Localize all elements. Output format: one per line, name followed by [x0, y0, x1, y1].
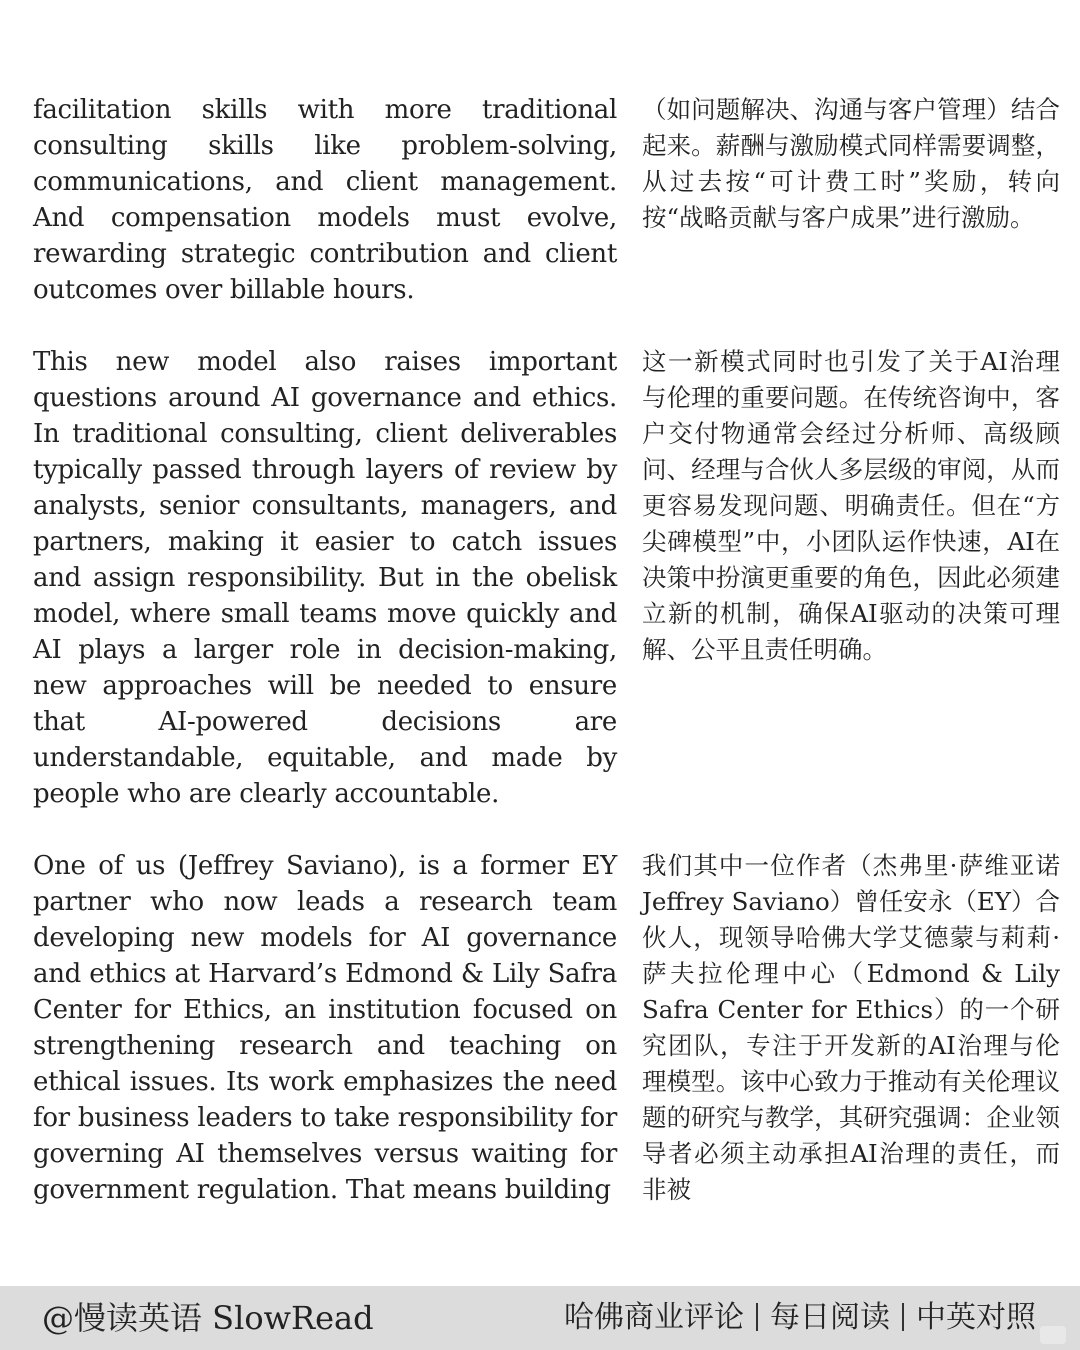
watermark-icon	[1040, 1326, 1066, 1344]
footer-bar	[0, 1286, 1080, 1350]
footer-separator	[756, 1303, 758, 1331]
footer-separator	[902, 1303, 904, 1331]
chinese-paragraph-3: 我们其中一位作者（杰弗里·萨维亚诺 Jeffrey Saviano）曾任安永（EY）合伙人，现领导哈佛大学艾德蒙与莉莉·萨夫拉伦理中心（Edmond & Lily Safra Center for Ethics）的一个研究团队，专注于开发新的AI治理与伦理模型。该中心致力于推动有关伦理议题的研究与教学，其研究强调：企业领导者必须主动承担AI治理的责任，而非被	[642, 851, 1060, 1204]
footer-mode: 中英对照	[916, 1300, 1036, 1335]
footer-handle: @慢读英语 SlowRead	[42, 1299, 374, 1337]
footer-tags	[564, 1298, 1036, 1338]
english-paragraph-1: facilitation skills with more traditional consulting skills like problem-solving, communications, and client management. And compensation models must evolve, rewarding strategic contribution and client outcomes over billable hours.	[33, 95, 617, 305]
footer-column: 每日阅读	[770, 1300, 890, 1335]
chinese-paragraph-2: 这一新模式同时也引发了关于AI治理与伦理的重要问题。在传统咨询中，客户交付物通常会经过分析师、高级顾问、经理与合伙人多层级的审阅，从而更容易发现问题、明确责任。但在“方尖碑模型”中，小团队运作快速，AI在决策中扮演更重要的角色，因此必须建立新的机制，确保AI驱动的决策可理解、公平且责任明确。	[642, 347, 1060, 664]
footer-source: 哈佛商业评论	[564, 1300, 744, 1335]
english-paragraph-2: This new model also raises important questions around AI governance and ethics. In traditional consulting, client deliverables typically passed through layers of review by analysts, senior consultants, managers, and partners, making it easier to catch issues and assign responsibility. But in the obelisk model, where small teams move quickly and AI plays a larger role in decision-making, new approaches will be needed to ensure that AI-powered decisions are understandable, equitable, and made by people who are clearly accountable.	[33, 347, 617, 809]
chinese-paragraph-1: （如问题解决、沟通与客户管理）结合起来。薪酬与激励模式同样需要调整，从过去按“可计费工时”奖励，转向按“战略贡献与客户成果”进行激励。	[642, 95, 1060, 232]
english-paragraph-3: One of us (Jeffrey Saviano), is a former EY partner who now leads a research team developing new models for AI governance and ethics at Harvard’s Edmond & Lily Safra Center for Ethics, an institution focused on strengthening research and teaching on ethical issues. Its work emphasizes the need for business leaders to take responsibility for governing AI themselves versus waiting for government regulation. That means building	[33, 851, 617, 1205]
